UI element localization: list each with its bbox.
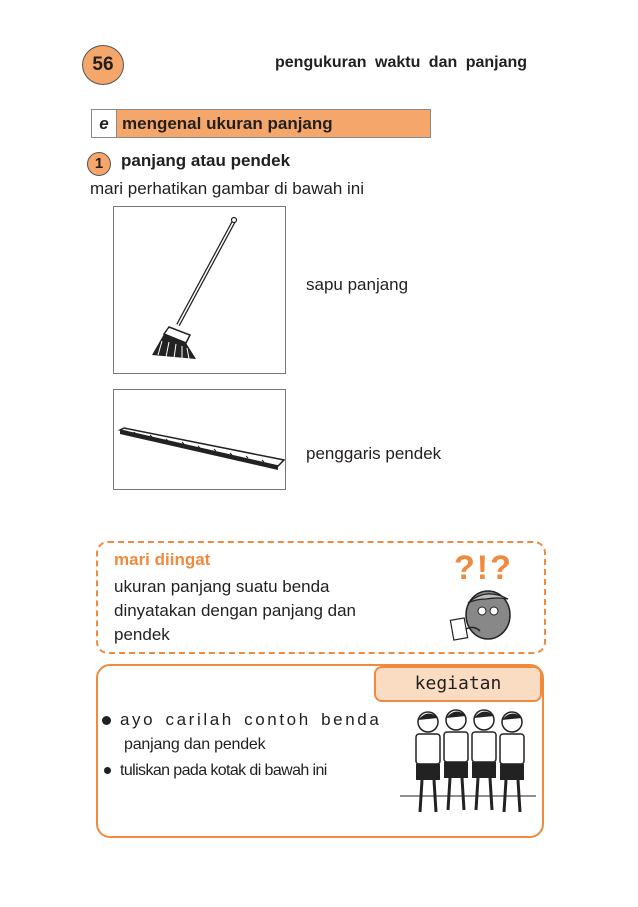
broom-icon bbox=[114, 207, 285, 373]
activity-bullet-1 bbox=[120, 710, 382, 730]
bullet-1-text: ayo carilah contoh benda bbox=[120, 710, 382, 729]
broom-image-frame bbox=[113, 206, 286, 374]
section-letter: e bbox=[92, 110, 117, 137]
question-exclamation-mark: ?!? bbox=[454, 549, 513, 587]
reminder-title: mari diingat bbox=[114, 550, 211, 569]
chapter-title: pengukuran waktu dan panjang bbox=[275, 54, 528, 71]
ruler-image-frame bbox=[113, 389, 286, 490]
subsection-title: panjang atau pendek bbox=[121, 151, 291, 170]
broom-caption: sapu panjang bbox=[306, 275, 409, 294]
bullet-dot bbox=[104, 767, 111, 774]
intro-text: mari perhatikan gambar di bawah ini bbox=[90, 179, 365, 198]
children-group-icon bbox=[398, 702, 538, 832]
subsection-number-badge: 1 bbox=[87, 152, 111, 176]
section-heading bbox=[91, 109, 431, 138]
thinking-person-icon bbox=[442, 585, 532, 647]
section-title: mengenal ukuran panjang bbox=[122, 114, 333, 133]
ruler-caption: penggaris pendek bbox=[306, 444, 442, 463]
ruler-icon bbox=[114, 390, 285, 489]
bullet-2-text: tuliskan pada kotak di bawah ini bbox=[120, 762, 327, 779]
reminder-box bbox=[96, 541, 546, 654]
activity-bullet-2 bbox=[104, 762, 327, 780]
activity-tab: kegiatan bbox=[374, 666, 542, 702]
activity-bullet-1-cont: panjang dan pendek bbox=[124, 736, 266, 753]
bullet-dot bbox=[102, 716, 111, 725]
page-number-badge: 56 bbox=[82, 45, 124, 85]
activity-box bbox=[96, 664, 544, 838]
reminder-text: ukuran panjang suatu benda dinyatakan dengan panjang dan pendek bbox=[114, 577, 356, 644]
